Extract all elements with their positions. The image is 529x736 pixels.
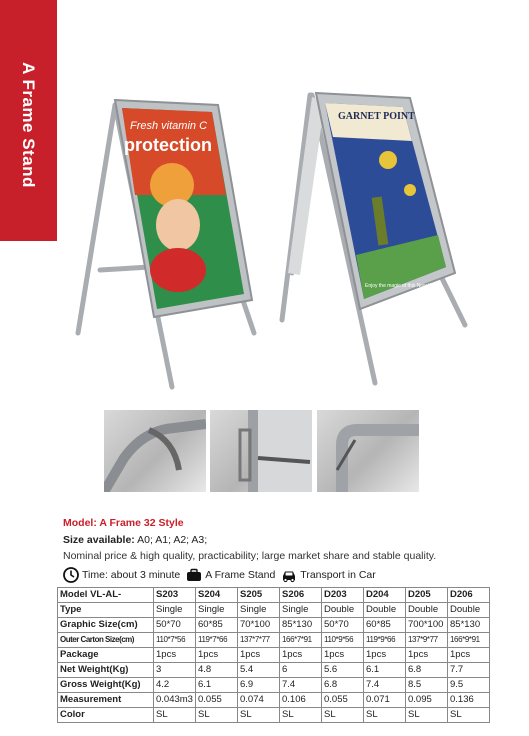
sizes-label: Size available:	[63, 534, 135, 546]
table-cell: 1pcs	[448, 648, 490, 663]
table-row	[58, 633, 490, 648]
feature-time: Time: about 3 minute	[82, 569, 181, 581]
row-label: Color	[58, 708, 154, 723]
table-cell: 1pcs	[154, 648, 196, 663]
table-cell: 166*9*91	[448, 633, 490, 648]
row-label: Outer Carton Size(cm)	[58, 633, 154, 648]
table-row	[58, 708, 490, 723]
table-cell: Double	[322, 603, 364, 618]
feature-transport: Transport in Car	[300, 569, 376, 581]
table-cell: 0.071	[364, 693, 406, 708]
row-label: Gross Weight(Kg)	[58, 678, 154, 693]
table-cell: 60*85	[196, 618, 238, 633]
table-row	[58, 603, 490, 618]
table-cell: Single	[196, 603, 238, 618]
header-cell: D203	[322, 588, 364, 603]
table-cell: Single	[154, 603, 196, 618]
table-cell: SL	[364, 708, 406, 723]
table-cell: 50*70	[322, 618, 364, 633]
bag-icon	[186, 567, 202, 583]
tagline: Nominal price & high quality, practicability; large market share and stable quality.	[63, 550, 437, 562]
thumbnail-frame-corner	[317, 410, 419, 492]
table-cell: SL	[154, 708, 196, 723]
thumbnail-hinge	[210, 410, 312, 492]
table-cell: SL	[322, 708, 364, 723]
table-cell: 0.074	[238, 693, 280, 708]
table-cell: 0.106	[280, 693, 322, 708]
table-cell: Double	[406, 603, 448, 618]
table-cell: 0.055	[196, 693, 238, 708]
table-cell: 1pcs	[196, 648, 238, 663]
table-cell: 119*9*66	[364, 633, 406, 648]
table-cell: SL	[448, 708, 490, 723]
spec-table	[57, 587, 490, 723]
table-cell: SL	[280, 708, 322, 723]
row-label: Type	[58, 603, 154, 618]
left-poster-line2: protection	[124, 135, 212, 155]
table-row	[58, 648, 490, 663]
features-row	[63, 566, 376, 584]
table-cell: SL	[238, 708, 280, 723]
header-cell: S203	[154, 588, 196, 603]
table-row	[58, 663, 490, 678]
table-cell: 5.4	[238, 663, 280, 678]
table-cell: 50*70	[154, 618, 196, 633]
car-icon	[281, 567, 297, 583]
table-row	[58, 618, 490, 633]
table-row	[58, 693, 490, 708]
table-cell: 137*9*77	[406, 633, 448, 648]
table-cell: Double	[448, 603, 490, 618]
clock-icon	[63, 567, 79, 583]
table-cell: 0.095	[406, 693, 448, 708]
table-cell: 110*9*56	[322, 633, 364, 648]
table-cell: 166*7*91	[280, 633, 322, 648]
table-cell: 60*85	[364, 618, 406, 633]
sizes-available	[63, 533, 207, 547]
table-cell: 7.4	[364, 678, 406, 693]
table-cell: 9.5	[448, 678, 490, 693]
right-poster-brand: GARNET POINT	[338, 111, 415, 122]
table-cell: 0.055	[322, 693, 364, 708]
table-cell: SL	[196, 708, 238, 723]
table-cell: 6.8	[406, 663, 448, 678]
header-cell: S204	[196, 588, 238, 603]
header-cell: S205	[238, 588, 280, 603]
table-cell: 4.8	[196, 663, 238, 678]
table-cell: 6.9	[238, 678, 280, 693]
sizes-value: A0; A1; A2; A3;	[134, 534, 208, 546]
model-title: Model: A Frame 32 Style	[63, 517, 184, 529]
table-cell: 110*7*56	[154, 633, 196, 648]
table-cell: Double	[364, 603, 406, 618]
left-poster	[115, 100, 252, 317]
table-cell: 4.2	[154, 678, 196, 693]
table-cell: 119*7*66	[196, 633, 238, 648]
row-label: Measurement	[58, 693, 154, 708]
table-cell: 700*100	[406, 618, 448, 633]
table-cell: 6.1	[196, 678, 238, 693]
feature-stand: A Frame Stand	[205, 569, 276, 581]
row-label: Net Weight(Kg)	[58, 663, 154, 678]
table-cell: SL	[406, 708, 448, 723]
row-label: Package	[58, 648, 154, 663]
table-cell: 85*130	[448, 618, 490, 633]
table-cell: 5.6	[322, 663, 364, 678]
table-cell: 0.136	[448, 693, 490, 708]
table-cell: 70*100	[238, 618, 280, 633]
table-cell: Single	[280, 603, 322, 618]
sidebar-banner	[0, 0, 57, 241]
table-cell: 3	[154, 663, 196, 678]
table-row	[58, 678, 490, 693]
table-cell: 6	[280, 663, 322, 678]
table-cell: 1pcs	[406, 648, 448, 663]
right-poster-caption: Enjoy the magic of this New World	[365, 283, 442, 289]
table-cell: 1pcs	[280, 648, 322, 663]
table-cell: 1pcs	[322, 648, 364, 663]
table-cell: 8.5	[406, 678, 448, 693]
table-cell: 0.043m3	[154, 693, 196, 708]
row-label: Graphic Size(cm)	[58, 618, 154, 633]
header-cell: D206	[448, 588, 490, 603]
thumbnail-corner	[104, 410, 206, 492]
table-cell: 85*130	[280, 618, 322, 633]
hero-image	[60, 85, 529, 395]
table-cell: 1pcs	[238, 648, 280, 663]
table-cell: 7.7	[448, 663, 490, 678]
left-poster-line1: Fresh vitamin C	[130, 120, 208, 132]
table-cell: 137*7*77	[238, 633, 280, 648]
header-cell: D205	[406, 588, 448, 603]
table-header-row	[58, 588, 490, 603]
header-cell: S206	[280, 588, 322, 603]
table-cell: Single	[238, 603, 280, 618]
table-cell: 6.1	[364, 663, 406, 678]
sidebar-title: A Frame Stand	[19, 62, 38, 188]
header-cell: D204	[364, 588, 406, 603]
table-cell: 1pcs	[364, 648, 406, 663]
table-cell: 6.8	[322, 678, 364, 693]
table-cell: 7.4	[280, 678, 322, 693]
header-cell: Model VL-AL-	[58, 588, 154, 603]
